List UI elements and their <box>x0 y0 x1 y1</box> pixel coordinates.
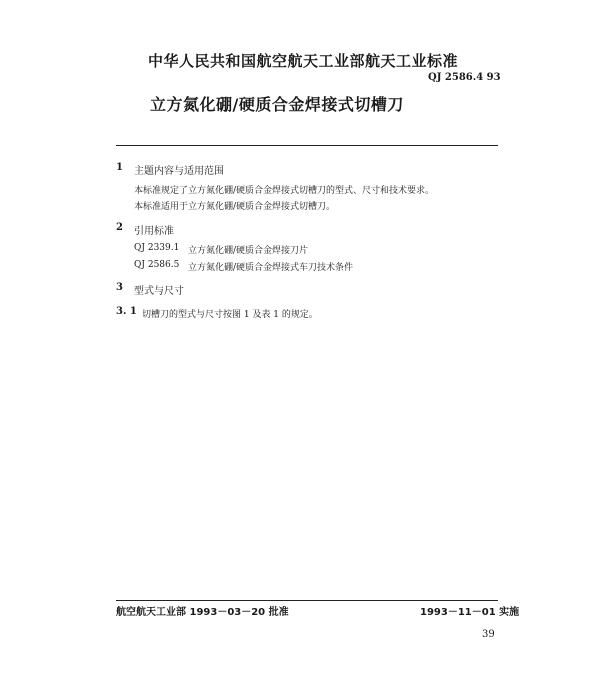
footer-divider <box>116 600 498 601</box>
section-3-1-text: 切槽刀的型式与尺寸按图 1 及表 1 的规定。 <box>142 310 318 320</box>
effective-date: 1993－11－01 实施 <box>420 607 520 618</box>
issuer-title: 中华人民共和国航空航天工业部航天工业标准 <box>148 52 459 70</box>
section-2-title: 引用标准 <box>134 226 174 237</box>
section-2-number: 2 <box>116 222 123 233</box>
document-title: 立方氮化硼/硬质合金焊接式切槽刀 <box>150 95 404 114</box>
reference-code: QJ 2339.1 <box>134 243 180 253</box>
section-3-1-number: 3. 1 <box>116 306 137 317</box>
reference-name: 立方氮化硼/硬质合金焊接式车刀技术条件 <box>188 263 354 273</box>
section-3-number: 3 <box>116 282 123 293</box>
reference-code: QJ 2586.5 <box>134 260 180 270</box>
approval-date: 航空航天工业部 1993－03－20 批准 <box>116 607 289 618</box>
section-1-title: 主题内容与适用范围 <box>134 166 224 177</box>
standard-code: QJ 2586.4 93 <box>428 72 501 83</box>
page-number: 39 <box>482 629 495 640</box>
section-3-title: 型式与尺寸 <box>134 286 184 297</box>
section-1-paragraph-1: 本标准规定了立方氮化硼/硬质合金焊接式切槽刀的型式、尺寸和技术要求。 <box>134 186 435 196</box>
reference-name: 立方氮化硼/硬质合金焊接刀片 <box>188 246 309 256</box>
header-divider <box>116 145 498 146</box>
section-1-paragraph-2: 本标准适用于立方氮化硼/硬质合金焊接式切槽刀。 <box>134 202 336 212</box>
section-1-number: 1 <box>116 162 123 173</box>
